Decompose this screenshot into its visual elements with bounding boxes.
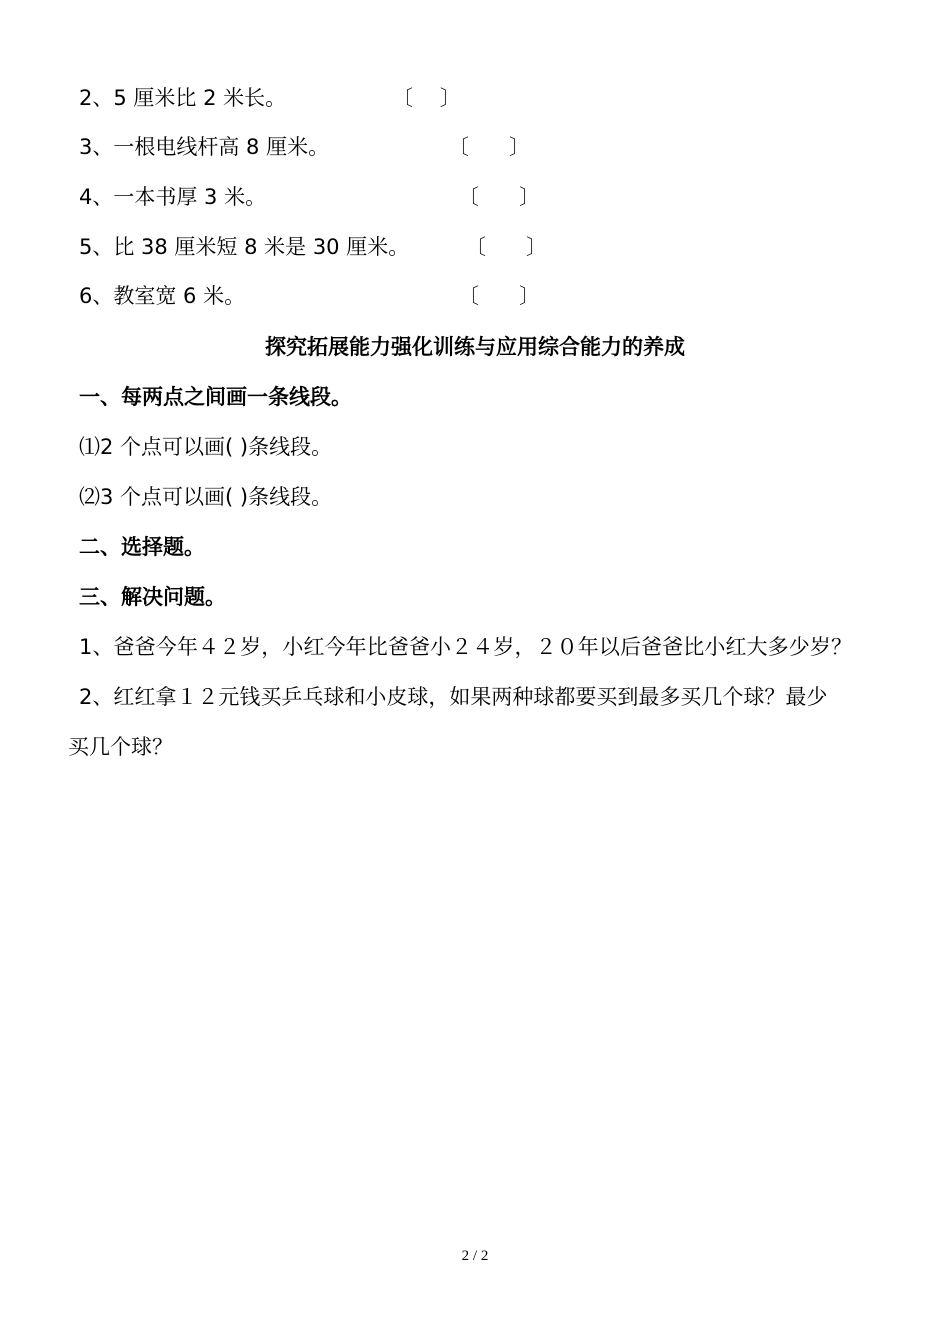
section-title: 探究拓展能力强化训练与应用综合能力的养成 [265, 335, 685, 359]
part3-question-2-line1: 2、红红拿１２元钱买乒乓球和小皮球，如果两种球都要买到最多买几个球？最少 [79, 685, 828, 709]
page-number: 2 / 2 [461, 1248, 489, 1264]
part1-heading: 一、每两点之间画一条线段。 [79, 385, 352, 409]
part3-heading: 三、解决问题。 [79, 585, 226, 609]
part2-heading: 二、选择题。 [79, 535, 205, 559]
judgement-item-4: 4、一本书厚 3 米。 [79, 185, 267, 209]
judgement-item-2: 2、5 厘米比 2 米长。 [79, 86, 287, 110]
judgement-item-3: 3、一根电线杆高 8 厘米。 [79, 135, 330, 159]
part1-question-1: ⑴2 个点可以画( )条线段。 [79, 435, 333, 459]
part1-question-2: ⑵3 个点可以画( )条线段。 [79, 485, 333, 509]
answer-bracket-5: 〔 〕 [465, 235, 548, 259]
judgement-item-6: 6、教室宽 6 米。 [79, 284, 246, 308]
answer-bracket-3: 〔 〕 [448, 135, 531, 159]
part3-question-1: 1、爸爸今年４２岁，小红今年比爸爸小２４岁，２０年以后爸爸比小红大多少岁？ [79, 635, 853, 659]
answer-bracket-6: 〔 〕 [458, 284, 541, 308]
answer-bracket-4: 〔 〕 [458, 185, 541, 209]
answer-bracket-2: 〔 〕 [392, 86, 461, 110]
part3-question-2-line2: 买几个球？ [68, 735, 173, 759]
judgement-item-5: 5、比 38 厘米短 8 米是 30 厘米。 [79, 235, 410, 259]
